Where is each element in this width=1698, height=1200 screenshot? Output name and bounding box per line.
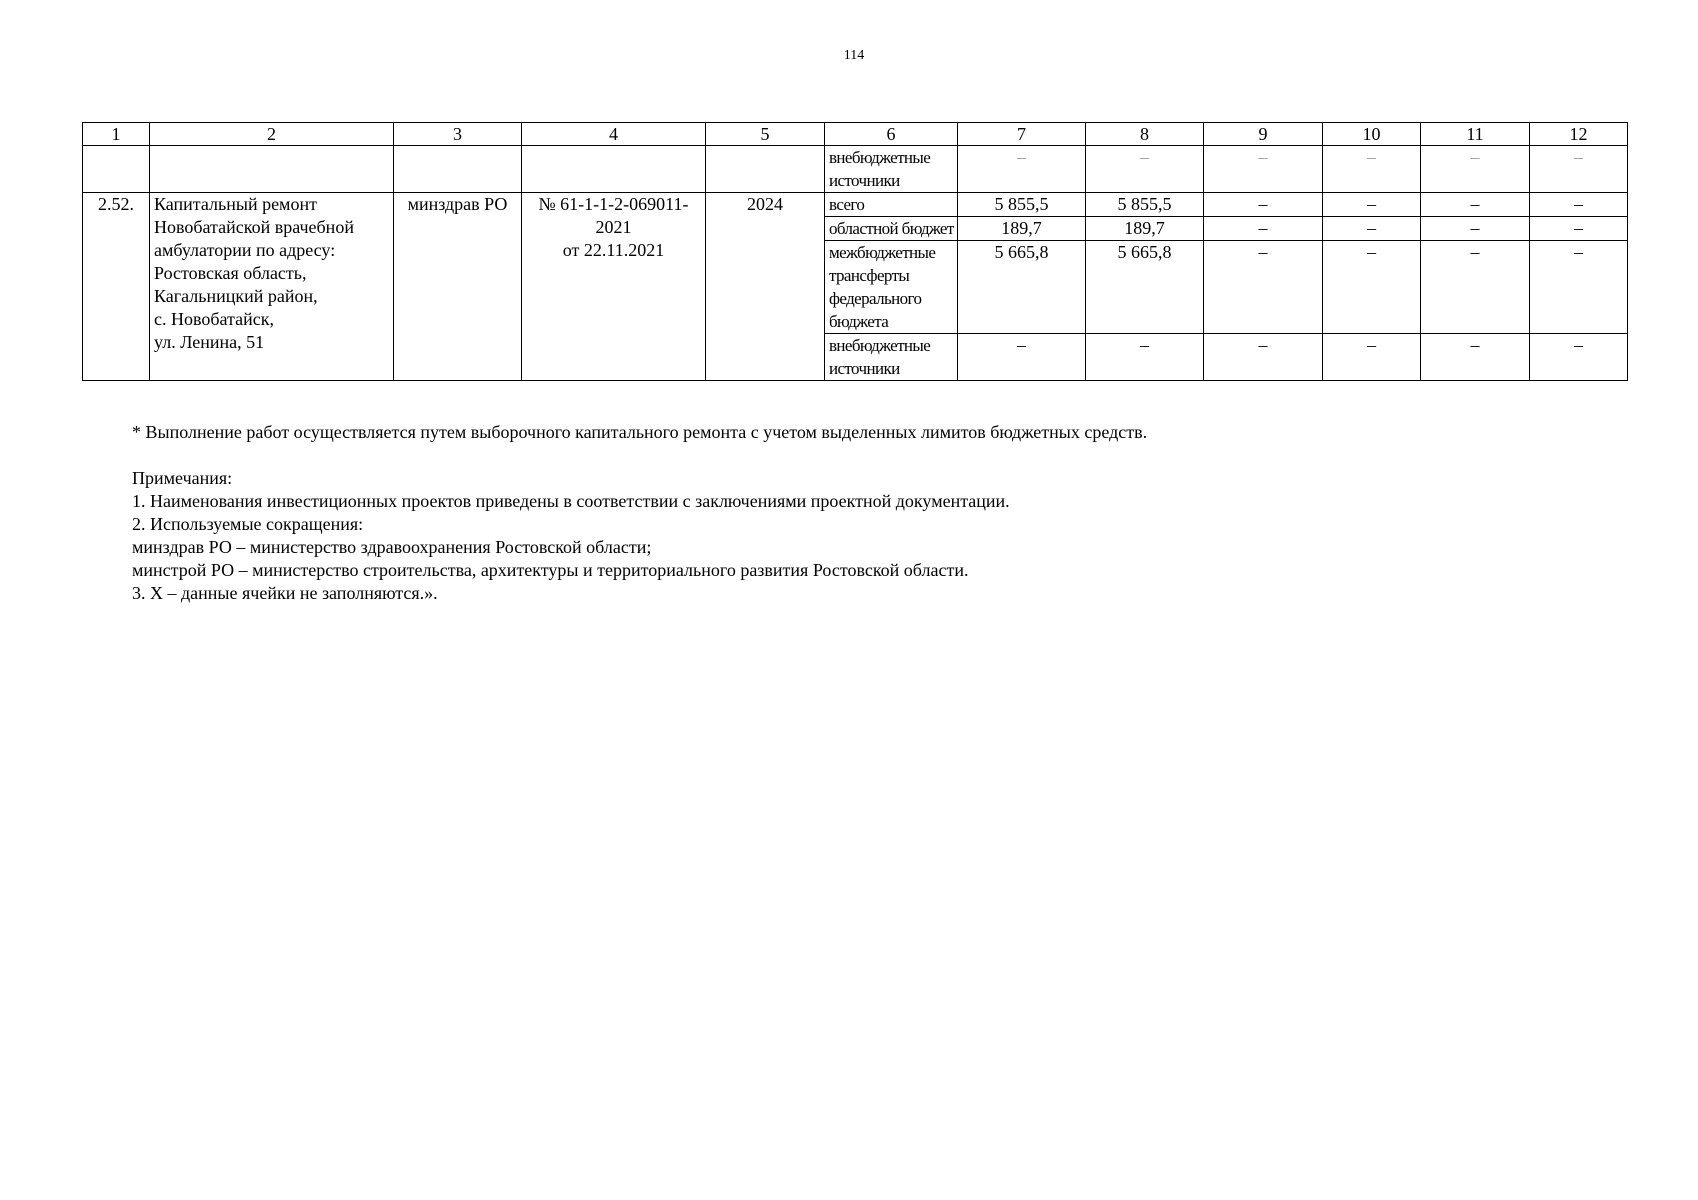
value-cell: 5 665,8 — [1086, 241, 1204, 334]
value-cell: – — [1530, 334, 1628, 381]
organization-cell: минздрав РО — [394, 193, 522, 381]
value-cell: 189,7 — [1086, 217, 1204, 241]
value-cell: – — [1530, 193, 1628, 217]
row-number-cell: 2.52. — [83, 193, 150, 381]
value-cell: – — [1086, 334, 1204, 381]
column-header: 11 — [1421, 123, 1530, 146]
value-cell: – — [1421, 193, 1530, 217]
value-cell: – — [1530, 217, 1628, 241]
table-row — [83, 146, 1628, 193]
funding-source-cell: межбюджетные трансферты федерального бюджета — [825, 241, 958, 334]
note-line: 1. Наименования инвестиционных проектов приведены в соответствии с заключениями проектной документации. — [132, 491, 1010, 511]
column-header: 8 — [1086, 123, 1204, 146]
column-header: 7 — [958, 123, 1086, 146]
year-cell — [706, 146, 825, 193]
value-cell: 5 855,5 — [958, 193, 1086, 217]
value-cell: – — [1421, 241, 1530, 334]
value-cell: – — [1323, 146, 1421, 193]
table-header-row — [83, 123, 1628, 146]
funding-source-cell: всего — [825, 193, 958, 217]
row-number-cell — [83, 146, 150, 193]
document-cell — [522, 146, 706, 193]
value-cell: – — [1204, 217, 1323, 241]
column-header: 5 — [706, 123, 825, 146]
value-cell: 189,7 — [958, 217, 1086, 241]
value-cell: – — [1530, 241, 1628, 334]
investment-table — [82, 122, 1628, 381]
column-header: 2 — [150, 123, 394, 146]
column-header: 1 — [83, 123, 150, 146]
column-header: 12 — [1530, 123, 1628, 146]
notes-title: Примечания: — [132, 468, 233, 488]
footnote: * Выполнение работ осуществляется путем выборочного капитального ремонта с учетом выделенных лимитов бюджетных средств. — [132, 422, 1148, 442]
value-cell: – — [1323, 217, 1421, 241]
value-cell: 5 855,5 — [1086, 193, 1204, 217]
funding-source-cell: внебюджетные источники — [825, 146, 958, 193]
value-cell: – — [1204, 241, 1323, 334]
funding-source-cell: внебюджетные источники — [825, 334, 958, 381]
year-cell: 2024 — [706, 193, 825, 381]
note-line: минздрав РО – министерство здравоохранения Ростовской области; — [132, 537, 652, 557]
value-cell: – — [1421, 146, 1530, 193]
value-cell: – — [958, 334, 1086, 381]
column-header: 3 — [394, 123, 522, 146]
note-line: минстрой РО – министерство строительства, архитектуры и территориального развития Ростовской области. — [132, 560, 969, 580]
note-line: 3. Х – данные ячейки не заполняются.». — [132, 583, 438, 603]
value-cell: – — [1204, 146, 1323, 193]
column-header: 9 — [1204, 123, 1323, 146]
column-header: 4 — [522, 123, 706, 146]
value-cell: – — [958, 146, 1086, 193]
document-cell: № 61-1-1-2-069011- 2021 от 22.11.2021 — [522, 193, 706, 381]
value-cell: – — [1323, 193, 1421, 217]
page-number: 114 — [843, 48, 865, 63]
value-cell: – — [1421, 334, 1530, 381]
notes-block — [132, 421, 1147, 605]
column-header: 6 — [825, 123, 958, 146]
value-cell: – — [1323, 334, 1421, 381]
project-name-cell — [150, 146, 394, 193]
column-header: 10 — [1323, 123, 1421, 146]
funding-source-cell: областной бюджет — [825, 217, 958, 241]
value-cell: – — [1421, 217, 1530, 241]
organization-cell — [394, 146, 522, 193]
value-cell: – — [1086, 146, 1204, 193]
value-cell: – — [1323, 241, 1421, 334]
value-cell: – — [1204, 334, 1323, 381]
project-name-cell: Капитальный ремонт Новобатайской врачебной амбулатории по адресу: Ростовская область, Кагальницкий район, с. Новобатайск, ул. Ленина, 51 — [150, 193, 394, 381]
value-cell: – — [1204, 193, 1323, 217]
note-line: 2. Используемые сокращения: — [132, 514, 364, 534]
table-row — [83, 193, 1628, 217]
value-cell: 5 665,8 — [958, 241, 1086, 334]
value-cell: – — [1530, 146, 1628, 193]
